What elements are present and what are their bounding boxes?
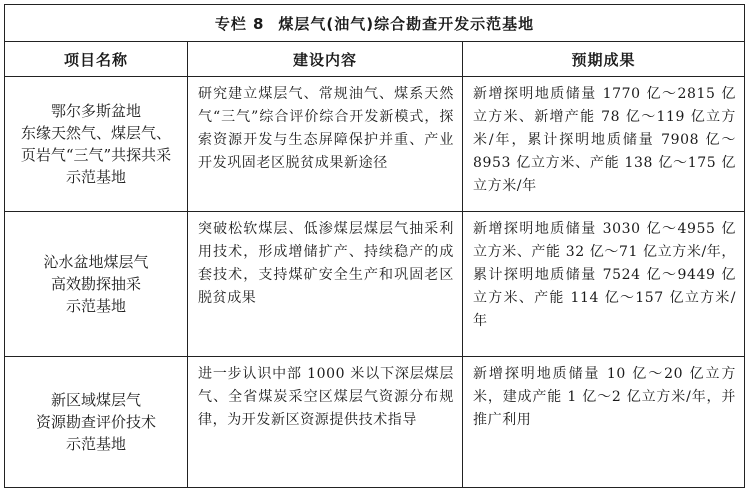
caption-title: 煤层气(油气)综合勘查开发示范基地 [278, 14, 535, 33]
project-name-cell [5, 77, 188, 212]
project-name-line: 东缘天然气、煤层气、 [20, 124, 171, 142]
project-name-cell [5, 357, 188, 488]
project-name-line: 资源勘查评价技术 [35, 413, 156, 431]
table-row [5, 357, 745, 488]
project-name-line: 新区域煤层气 [50, 391, 141, 409]
demonstration-bases-table [4, 4, 745, 488]
header-expected-results: 预期成果 [463, 42, 745, 77]
project-name-line: 鄂尔多斯盆地 [50, 102, 141, 120]
header-project-name: 项目名称 [5, 42, 188, 77]
project-name-cell [5, 212, 188, 357]
feature-box-table-container [4, 4, 744, 488]
expected-results-cell: 新增探明地质储量 3030 亿～4955 亿立方米、产能 32 亿～71 亿立方米/年，累计探明地质储量 7524 亿～9449 亿立方米、产能 114 亿～157 亿立方米/年 [463, 212, 745, 357]
project-name-line: 示范基地 [65, 168, 126, 186]
table-row [5, 212, 745, 357]
construction-content-cell: 突破松软煤层、低渗煤层煤层气抽采利用技术，形成增储扩产、持续稳产的成套技术，支持煤矿安全生产和巩固老区脱贫成果 [188, 212, 463, 357]
project-name-line: 示范基地 [65, 435, 126, 453]
caption-prefix: 专栏 [214, 14, 247, 33]
header-row [5, 42, 745, 77]
caption-row [5, 5, 745, 42]
project-name-line: 高效勘探抽采 [50, 275, 141, 293]
project-name-line: 示范基地 [65, 297, 126, 315]
header-construction-content: 建设内容 [188, 42, 463, 77]
expected-results-cell: 新增探明地质储量 1770 亿～2815 亿立方米、新增产能 78 亿～119 亿立方米/年，累计探明地质储量 7908 亿～8953 亿立方米、产能 138 亿～175 亿立方米/年 [463, 77, 745, 212]
construction-content-cell: 研究建立煤层气、常规油气、煤系天然气“三气”综合评价综合开发新模式，探索资源开发与生态屏障保护并重、产业开发巩固老区脱贫成果新途径 [188, 77, 463, 212]
expected-results-cell: 新增探明地质储量 10 亿～20 亿立方米，建成产能 1 亿～2 亿立方米/年，并推广利用 [463, 357, 745, 488]
project-name-line: 页岩气“三气”共探共采 [20, 146, 172, 164]
table-row [5, 77, 745, 212]
construction-content-cell: 进一步认识中部 1000 米以下深层煤层气、全省煤炭采空区煤层气资源分布规律，为开发新区资源提供技术指导 [188, 357, 463, 488]
project-name-line: 沁水盆地煤层气 [43, 253, 149, 271]
caption-number: 8 [252, 14, 265, 33]
table-caption [5, 5, 745, 42]
